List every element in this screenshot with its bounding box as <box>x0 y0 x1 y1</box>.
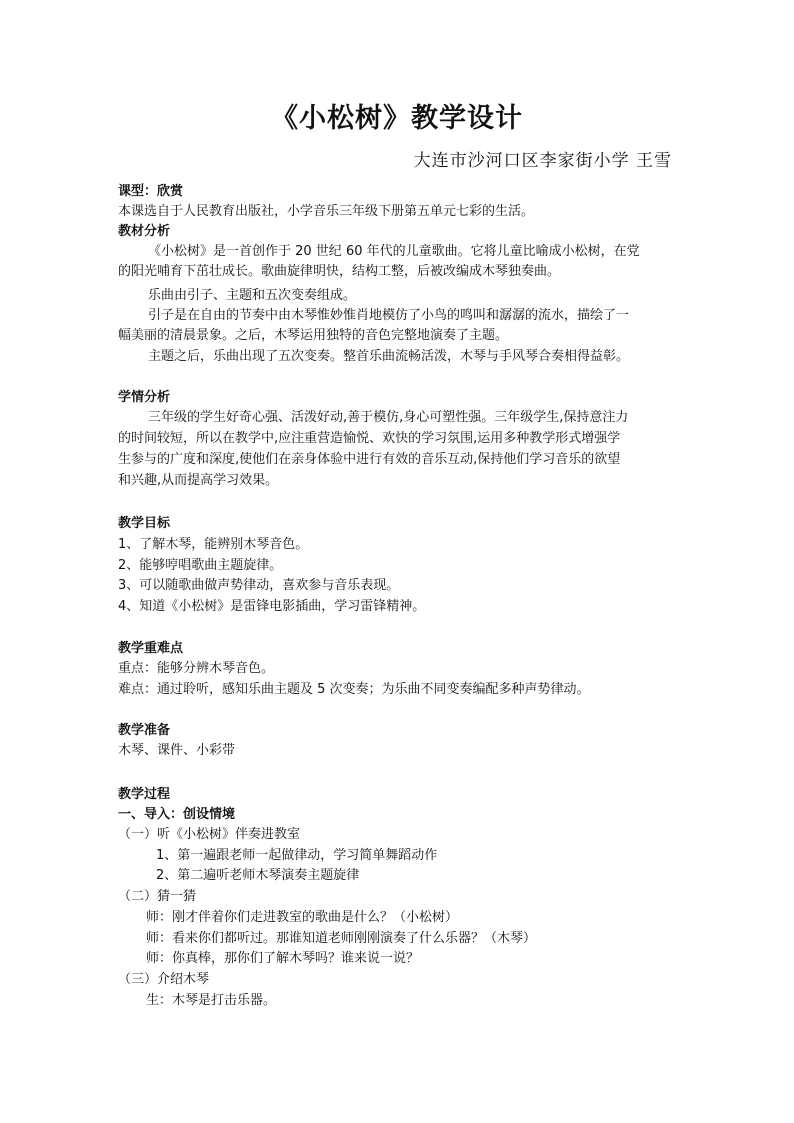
material-line: 幅美丽的清晨景象。之后，木琴运用独特的音色完整地演奏了主题。 <box>118 328 509 343</box>
material-line: 主题之后，乐曲出现了五次变奏。整首乐曲流畅活泼，木琴与手风琴合奏相得益彰。 <box>148 349 630 364</box>
keypoint-item: 重点：能够分辨木琴音色。 <box>118 661 275 676</box>
student-line: 和兴趣,从而提高学习效果。 <box>118 473 279 488</box>
keypoint-item: 难点：通过聆听，感知乐曲主题及 5 次变奏；为乐曲不同变奏编配多种声势律动。 <box>118 682 590 697</box>
intro-text: 本课选自于人民教育出版社，小学音乐三年级下册第五单元七彩的生活。 <box>118 204 535 219</box>
material-line: 乐曲由引子、主题和五次变奏组成。 <box>148 288 357 303</box>
material-heading: 教材分析 <box>118 224 171 239</box>
step1-heading: 一、导入：创设情境 <box>118 807 236 822</box>
sub-item: 1、第一遍跟老师一起做律动，学习简单舞蹈动作 <box>156 848 438 863</box>
sub-item: 师：看来你们都听过。那谁知道老师刚刚演奏了什么乐器？（木琴） <box>146 931 537 946</box>
material-line: 引子是在自由的节奏中由木琴惟妙惟肖地模仿了小鸟的鸣叫和潺潺的流水，描绘了一 <box>148 308 630 323</box>
sub-item: 师：刚才伴着你们走进教室的歌曲是什么？（小松树） <box>146 910 459 925</box>
process-heading: 教学过程 <box>118 787 171 802</box>
material-line: 的阳光哺育下茁壮成长。歌曲旋律明快，结构工整，后被改编成木琴独奏曲。 <box>118 264 561 279</box>
sub-item: 2、第二遍听老师木琴演奏主题旋律 <box>156 868 360 883</box>
goal-item: 2、能够哼唱歌曲主题旋律。 <box>118 558 283 573</box>
goals-heading: 教学目标 <box>118 516 171 531</box>
student-line: 的时间较短，所以在教学中,应注重营造愉悦、欢快的学习氛围,运用多种教学形式增强学 <box>118 431 621 446</box>
author-line: 大连市沙河口区李家街小学 王雪 <box>413 151 672 171</box>
prep-heading: 教学准备 <box>118 723 171 738</box>
goal-item: 3、可以随歌曲做声势律动，喜欢参与音乐表现。 <box>118 578 400 593</box>
course-type: 课型：欣赏 <box>118 184 184 199</box>
goal-item: 4、知道《小松树》是雷锋电影插曲，学习雷锋精神。 <box>118 599 426 614</box>
page-title: 《小松树》教学设计 <box>271 103 523 134</box>
sub-item: 师：你真棒，那你们了解木琴吗？谁来说一说？ <box>146 951 420 966</box>
material-line: 《小松树》是一首创作于 20 世纪 60 年代的儿童歌曲。它将儿童比喻成小松树，在党 <box>148 244 640 259</box>
student-line: 三年级的学生好奇心强、活泼好动,善于模仿,身心可塑性强。三年级学生,保持意注力 <box>148 410 629 425</box>
sub-heading: （一）听《小松树》伴奏进教室 <box>118 827 301 842</box>
sub-heading: （三）介绍木琴 <box>118 972 210 987</box>
sub-heading: （二）猜一猜 <box>118 889 197 904</box>
sub-item: 生：木琴是打击乐器。 <box>146 993 277 1008</box>
student-line: 生参与的广度和深度,使他们在亲身体验中进行有效的音乐互动,保持他们学习音乐的欲望 <box>118 452 621 467</box>
prep-text: 木琴、课件、小彩带 <box>118 743 236 758</box>
student-heading: 学情分析 <box>118 390 171 405</box>
keypoints-heading: 教学重难点 <box>118 641 184 656</box>
goal-item: 1、了解木琴，能辨别木琴音色。 <box>118 537 309 552</box>
